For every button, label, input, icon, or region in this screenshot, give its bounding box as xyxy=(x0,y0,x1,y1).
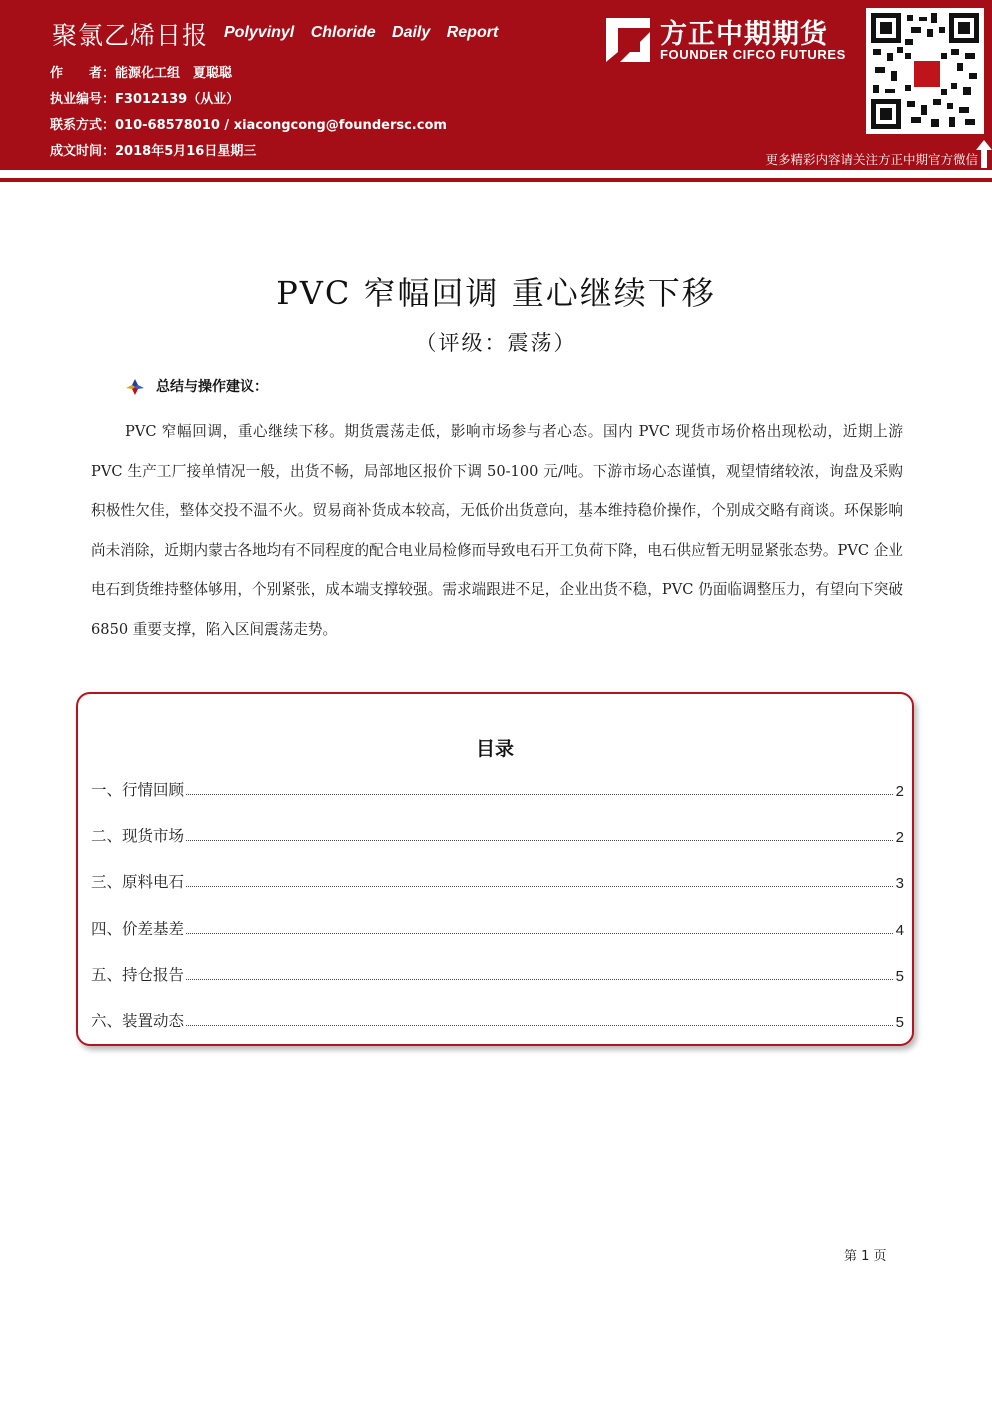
toc-item-calcium-carbide[interactable]: 三、原料电石 3 xyxy=(91,873,904,892)
report-title-cn: 聚氯乙烯日报 xyxy=(52,21,209,50)
diamond-bullet-icon xyxy=(126,379,144,395)
report-header xyxy=(0,0,992,170)
toc-title: 目录 xyxy=(475,738,514,760)
toc-item-position-report[interactable]: 五、持仓报告 5 xyxy=(91,966,904,985)
qr-center-logo-icon xyxy=(912,59,942,89)
page-title: PVC 窄幅回调 重心继续下移 xyxy=(276,274,716,312)
author-line: 作 者：能源化工组 夏聪聪 xyxy=(50,66,233,81)
toc-item-plant-status[interactable]: 六、装置动态 5 xyxy=(91,1012,904,1031)
founder-logo-icon xyxy=(606,18,650,62)
contact-line: 联系方式：010-68578010 / xiacongcong@foundersc.com xyxy=(50,118,447,133)
wechat-qr-code-icon xyxy=(866,8,984,134)
license-line: 执业编号：F3012139（从业） xyxy=(50,92,240,107)
up-arrow-icon xyxy=(976,140,992,168)
rating-label: （评级：震荡） xyxy=(415,331,577,355)
company-logo-cn: 方正中期期货 xyxy=(660,19,828,50)
toc-item-spread-basis[interactable]: 四、价差基差 4 xyxy=(91,920,904,939)
summary-paragraph: PVC 窄幅回调，重心继续下移。期货震荡走低，影响市场参与者心态。国内 PVC 现货市场价格出现松动，近期上游 PVC 生产工厂接单情况一般，出货不畅，局部地区报价下调 50-100 元/吨。下游市场心态谨慎，观望情绪较浓，询盘及采购积极性欠佳，整体交投不温不火。贸易商补货成本较高，无低价出货意向，基本维持稳价操作，个别成交略有商谈。环保影响尚未消除，近期内蒙古各地均有不同程度的配合电业局检修而导致电石开工负荷下降，电石供应暂无明显紧张态势。PVC 企业电石到货维持整体够用，个别紧张，成本端支撑较强。需求端跟进不足，企业出货不稳，PVC 仍面临调整压力，有望向下突破 6850 重要支撑，陷入区间震荡走势。 xyxy=(91,423,903,638)
report-title-en: Polyvinyl Chloride Daily Report xyxy=(224,24,499,41)
page-number: 第 1 页 xyxy=(844,1249,887,1264)
toc-item-spot-market[interactable]: 二、现货市场 2 xyxy=(91,827,904,846)
header-divider xyxy=(0,178,992,182)
follow-wechat-text: 更多精彩内容请关注方正中期官方微信 xyxy=(765,152,978,167)
company-logo-en: FOUNDER CIFCO FUTURES xyxy=(660,47,846,62)
summary-heading: 总结与操作建议： xyxy=(126,376,268,396)
table-of-contents xyxy=(76,692,914,1046)
date-line: 成文时间：2018年5月16日星期三 xyxy=(50,144,257,159)
toc-item-market-review[interactable]: 一、行情回顾 2 xyxy=(91,781,904,800)
